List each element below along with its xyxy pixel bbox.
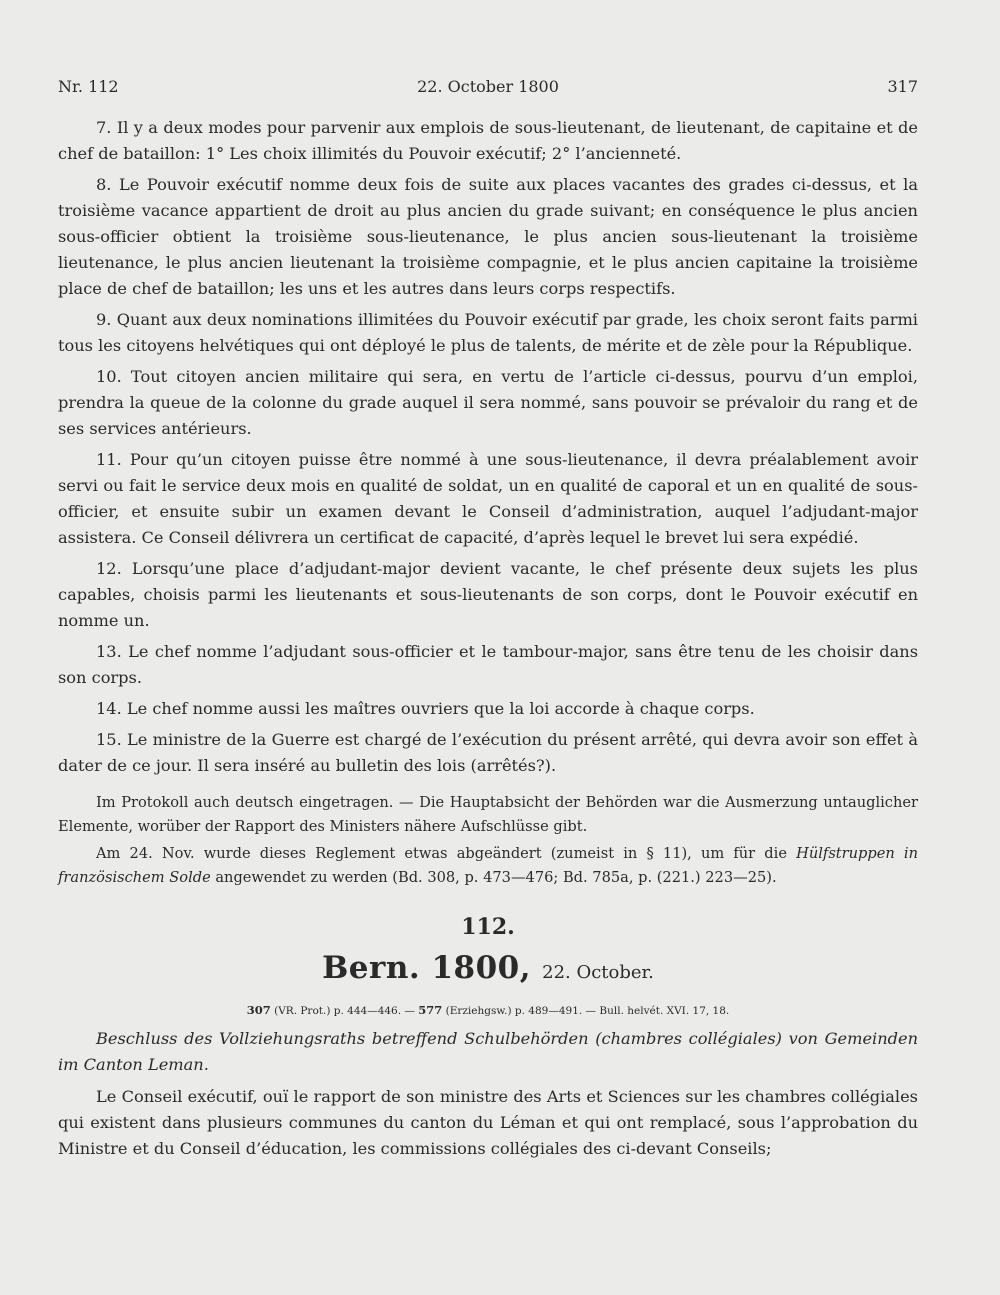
article-9: 9. Quant aux deux nominations illimitées du Pouvoir exécutif par grade, les choix seront faits parmi tous les citoyens helvétiques qui ont déployé le plus de talents, de mérite et de zèle pour la République. (58, 310, 918, 355)
document-body: Le Conseil exécutif, ouï le rapport de son ministre des Arts et Sciences sur les chambres collégiales qui existent dans plusieurs communes du canton du Léman et qui ont remplacé, sous l’approbation du Ministre et du Conseil d’éducation, les commissions collégiales des ci-devant Conseils; (58, 1087, 918, 1158)
document-number: 112. (461, 914, 515, 940)
document-regest: Beschluss des Vollziehungsraths betreffend Schulbehörden (chambres collégiales) von Gemeinden im Canton Leman. (58, 1029, 918, 1074)
source-text: (Erziehgsw.) p. 489—491. — Bull. helvét. XVI. 17, 18. (442, 1005, 730, 1017)
source-references (58, 999, 918, 1022)
document-place-date (58, 946, 918, 995)
header-document-number: Nr. 112 (58, 77, 119, 96)
article-12: 12. Lorsqu’une place d’adjudant-major devient vacante, le chef présente deux sujets les plus capables, choisis parmi les lieutenants et sous-lieutenants de son corps, dont le Pouvoir exécutif en nomme un. (58, 559, 918, 630)
running-header (58, 77, 918, 101)
article-7: 7. Il y a deux modes pour parvenir aux emplois de sous-lieutenant, de lieutenant, de capitaine et de chef de bataillon: 1° Les choix illimités du Pouvoir exécutif; 2° l’ancienneté. (58, 118, 918, 163)
article-11: 11. Pour qu’un citoyen puisse être nommé à une sous-lieutenance, il devra préalablement avoir servi ou fait le service deux mois en qualité de soldat, un en qualité de caporal et un en qualité de sous-officier, et ensuite subir un examen devant le Conseil d’administration, auquel l’adjudant-major assistera. Ce Conseil délivrera un certificat de capacité, d’après lequel le brevet lui sera expédié. (58, 450, 918, 547)
article-10: 10. Tout citoyen ancien militaire qui sera, en vertu de l’article ci-dessus, pourvu d’un emploi, prendra la queue de la colonne du grade auquel il sera nommé, sans pouvoir se prévaloir du rang et de ses services antérieurs. (58, 367, 918, 438)
page-number: 317 (887, 77, 918, 96)
place-year: Bern. 1800, (322, 950, 532, 986)
source-volume: 307 (246, 1003, 271, 1017)
article-14: 14. Le chef nomme aussi les maîtres ouvriers que la loi accorde à chaque corps. (96, 699, 755, 718)
editorial-note-amendment (58, 842, 918, 890)
note-text: angewendet zu werden (Bd. 308, p. 473—476; Bd. 785a, p. (221.) 223—25). (210, 869, 777, 886)
article-13: 13. Le chef nomme l’adjudant sous-officier et le tambour-major, sans être tenu de les choisir dans son corps. (58, 642, 918, 687)
article-15: 15. Le ministre de la Guerre est chargé de l’exécution du présent arrêté, qui devra avoir son effet à dater de ce jour. Il sera inséré au bulletin des lois (arrêtés?). (58, 730, 918, 775)
document-date: 22. October. (542, 962, 654, 983)
source-text: (VR. Prot.) p. 444—446. — (270, 1005, 419, 1017)
header-date: 22. October 1800 (417, 77, 559, 96)
source-volume: 577 (418, 1003, 443, 1017)
editorial-note-protocol: Im Protokoll auch deutsch eingetragen. — Die Hauptabsicht der Behörden war die Ausmerzung untauglicher Elemente, worüber der Rapport des Ministers nähere Aufschlüsse gibt. (58, 794, 918, 835)
article-8: 8. Le Pouvoir exécutif nomme deux fois de suite aux places vacantes des grades ci-dessus, et la troisième vacance appartient de droit au plus ancien du grade suivant; en conséquence le plus ancien sous-officier obtient la troisième sous-lieutenance, le plus ancien sous-lieutenant la troisième lieutenance, le plus ancien lieutenant la troisième compagnie, et le plus ancien capitaine la troisième place de chef de bataillon; les uns et les autres dans leurs corps respectifs. (58, 175, 918, 298)
note-italic-term: Hülfstruppen in französischem Solde (58, 845, 918, 886)
note-text: Am 24. Nov. wurde dieses Reglement etwas abgeändert (zumeist in § 11), um für die (96, 845, 797, 862)
